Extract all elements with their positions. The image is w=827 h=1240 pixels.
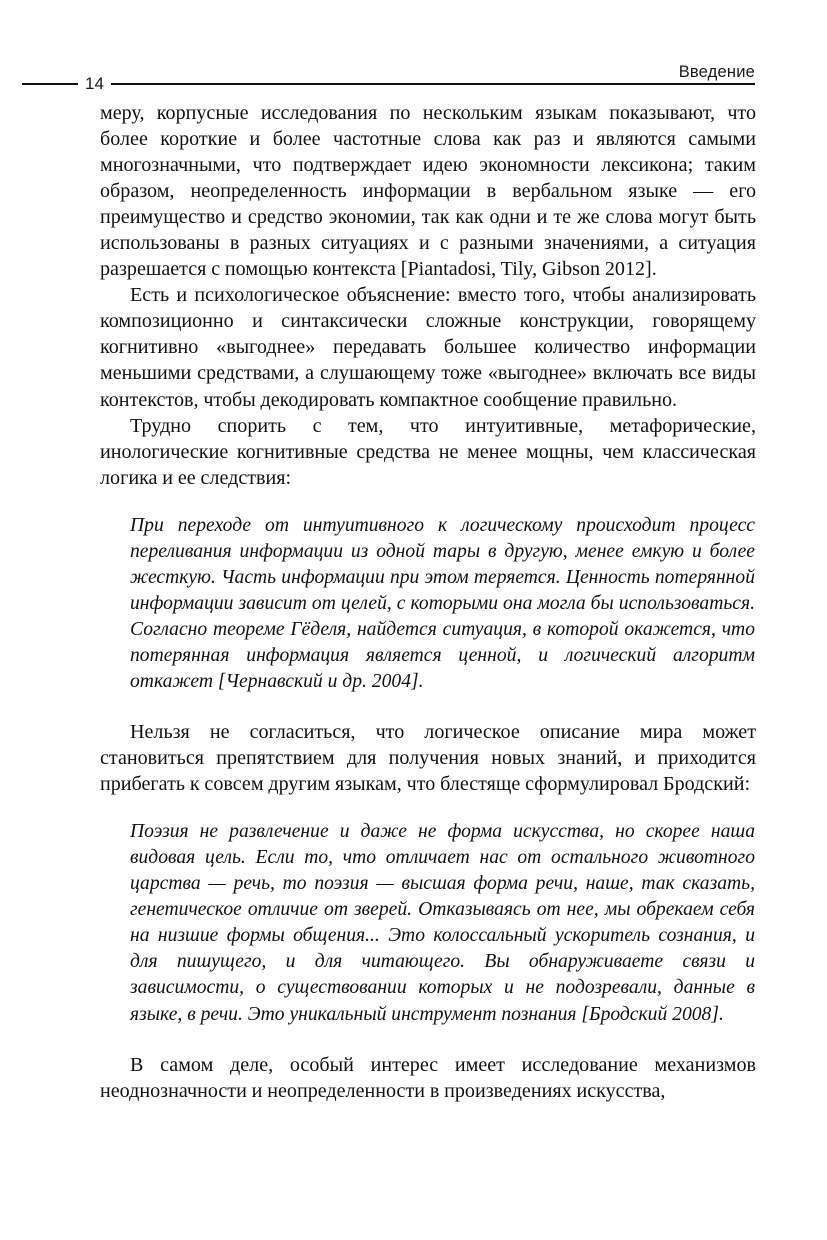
running-head [22, 56, 755, 92]
paragraph-1: меру, корпусные исследования по нескольким языкам показывают, что более короткие и более частотные слова как раз и являются самыми многозначными, что подтверждает идею экономности лексикона; таким образом, неопределенность информации в вербальном языке — его преимущество и средство экономии, так как одни и те же слова могут быть использованы в разных ситуациях и с разными значениями, а ситуация разрешается с помощью контекста [Piantadosi, Tily, Gibson 2012]. [100, 102, 756, 281]
spacer-after-quote-1 [100, 695, 756, 719]
blockquote-brodsky: Поэзия не развлечение и даже не форма искусства, но скорее наша видовая цель. Если то, что отличает нас от остального животного царства — речь, то поэзия — высшая форма речи, наше, так сказать, генетическое отличие от зверей. Отказываясь от нее, мы обрекаем себя на низшие формы общения... Это колоссальный ускоритель сознания, и для пишущего, и для читающего. Вы обнаруживаете связи и зависимости, о существовании которых и не подозревали, данные в языке, в речи. Это уникальный инструмент познания [Бродский 2008]. [130, 821, 755, 1025]
paragraph-5: В самом деле, особый интерес имеет исследование механизмов неоднозначности и неопределенности в произведениях искусства, [100, 1053, 756, 1102]
running-head-rule [22, 83, 755, 85]
paragraph-2: Есть и психологическое объяснение: вместо того, чтобы анализировать композиционно и синтаксически сложные конструкции, говорящему когнитивно «выгоднее» передавать большее количество информации меньшими средствами, а слушающему тоже «выгоднее» включать все виды контекстов, чтобы декодировать компактное сообщение правильно. [100, 284, 756, 411]
running-head-title: Введение [678, 63, 755, 81]
paragraph-3: Трудно спорить с тем, что интуитивные, метафорические, инологические когнитивные средства не менее мощны, чем классическая логика и ее следствия: [100, 414, 756, 489]
spacer-before-quote-2 [100, 797, 756, 819]
blockquote-chernavsky: При переходе от интуитивного к логическому происходит процесс переливания информации из одной тары в другую, менее емкую и более жесткую. Часть информации при этом теряется. Ценность потерянной информации зависит от целей, с которыми она могла бы использоваться. Согласно теореме Гёделя, найдется ситуация, в которой окажется, что потерянная информация является ценной, и логический алгоритм откажет [Чернавский и др. 2004]. [130, 514, 755, 692]
text-block [100, 100, 756, 1104]
spacer-after-quote-2 [100, 1028, 756, 1052]
page-number: 14 [78, 75, 111, 92]
paragraph-4: Нельзя не согласиться, что логическое описание мира может становиться препятствием для получения новых знаний, и приходится прибегать к совсем другим языкам, что блестяще сформулировал Бродский: [100, 721, 756, 796]
spacer-before-quote-1 [100, 491, 756, 513]
